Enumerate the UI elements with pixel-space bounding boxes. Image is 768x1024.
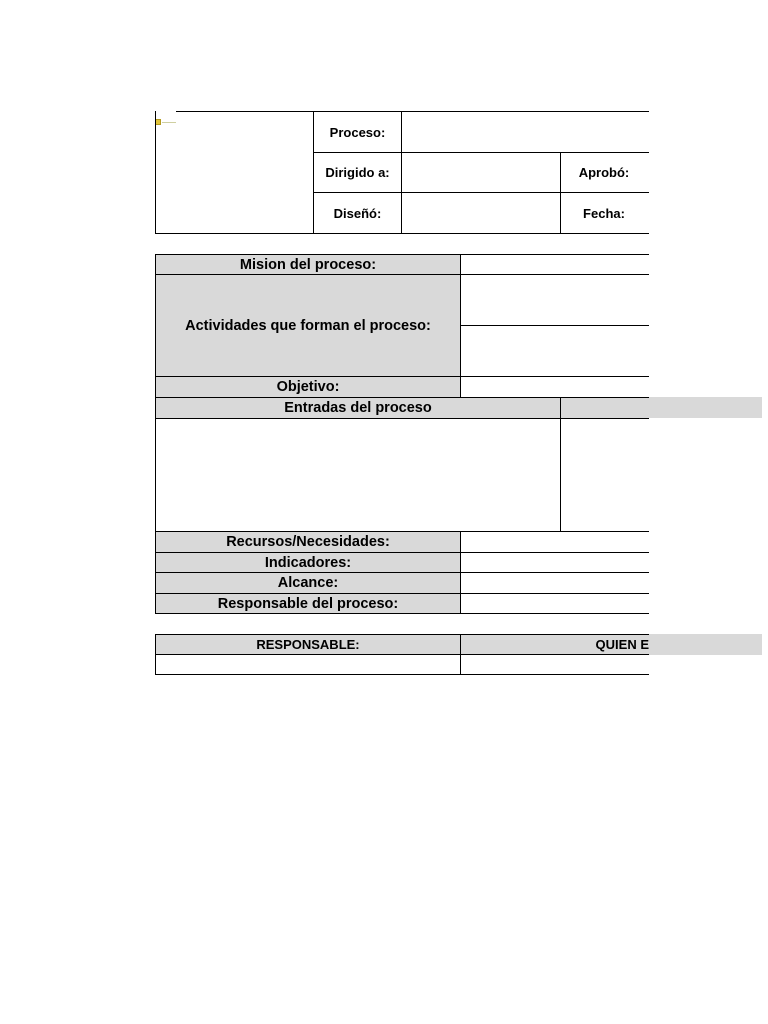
actividades-label: Actividades que forman el proceso: bbox=[185, 317, 431, 334]
responsable-header: RESPONSABLE: bbox=[256, 637, 360, 652]
diseno-label: Diseñó: bbox=[333, 205, 382, 221]
company-logo-text bbox=[162, 122, 176, 123]
actividades-value-1[interactable] bbox=[461, 275, 649, 325]
aprobo-label: Aprobó: bbox=[578, 165, 630, 180]
entradas-body[interactable] bbox=[156, 419, 560, 531]
responsable-proceso-value[interactable] bbox=[461, 594, 649, 613]
salidas-body[interactable] bbox=[561, 419, 649, 531]
objetivo-value[interactable] bbox=[461, 377, 649, 397]
responsable-proceso-label: Responsable del proceso: bbox=[217, 595, 399, 612]
mision-value[interactable] bbox=[461, 255, 649, 274]
alcance-value[interactable] bbox=[461, 573, 649, 593]
quien-value[interactable] bbox=[461, 655, 649, 674]
quien-header: QUIEN E bbox=[595, 637, 649, 652]
dirigido-label: Dirigido a: bbox=[325, 165, 390, 180]
proceso-value[interactable] bbox=[402, 112, 649, 152]
alcance-label: Alcance: bbox=[277, 575, 339, 591]
fecha-label: Fecha: bbox=[583, 205, 625, 221]
indicadores-value[interactable] bbox=[461, 553, 649, 572]
recursos-label: Recursos/Necesidades: bbox=[226, 534, 390, 550]
objetivo-label: Objetivo: bbox=[276, 379, 340, 395]
indicadores-label: Indicadores: bbox=[264, 554, 352, 571]
dirigido-value[interactable] bbox=[402, 153, 560, 192]
mision-label: Mision del proceso: bbox=[239, 256, 377, 273]
diseno-value[interactable] bbox=[402, 193, 560, 233]
responsable-value[interactable] bbox=[156, 655, 460, 674]
proceso-label: Proceso: bbox=[329, 124, 386, 140]
actividades-value-2[interactable] bbox=[461, 326, 649, 376]
entradas-header: Entradas del proceso bbox=[284, 400, 432, 416]
recursos-value[interactable] bbox=[461, 532, 649, 552]
